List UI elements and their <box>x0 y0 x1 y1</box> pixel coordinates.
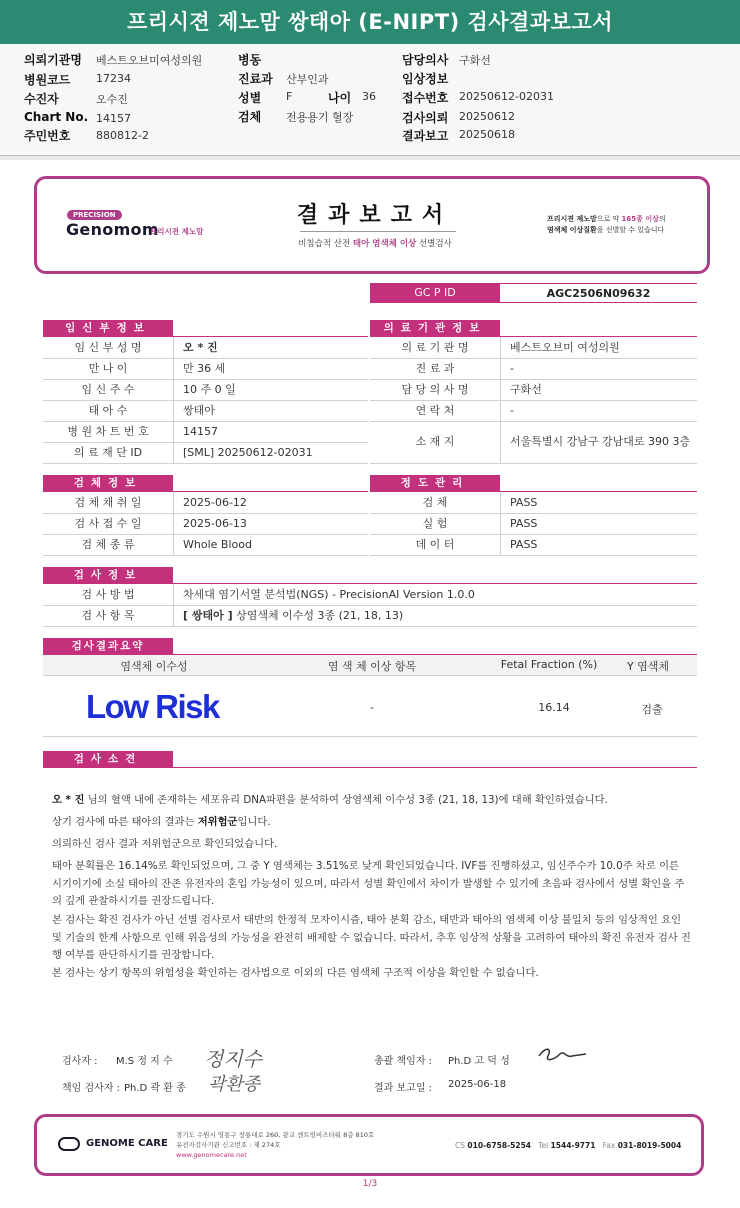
specimen-label: 검체 <box>238 110 262 124</box>
specimen-row-label: 검 체 채 취 일 <box>74 496 142 509</box>
specimen-row-label: 검 사 접 수 일 <box>74 517 142 530</box>
footer-contact: CS 010-6758-5254 Tel 1544-9771 Fax 031-8019-5004 <box>455 1141 682 1150</box>
institution-row-label: 담 당 의 사 명 <box>401 383 469 396</box>
findings-header: 검사소견 <box>43 751 173 768</box>
dept-value: 산부인과 <box>286 73 329 86</box>
row-divider <box>43 463 368 464</box>
institution-row-value: 서울특별시 강남구 강남대로 390 3층 <box>510 435 691 448</box>
dept-label: 진료과 <box>238 72 273 86</box>
request-label: 검사의뢰 <box>402 111 449 125</box>
specimen-row-label: 검 체 종 류 <box>81 538 135 551</box>
title-underline <box>300 231 456 232</box>
header-note: 프리시젼 제노맘으로 약 165종 이상의 염색체 이상질환을 선별할 수 있습니다 <box>547 215 666 234</box>
document-title: 프리시젼 제노맘 쌍태아 (E-NIPT) 검사결과보고서 <box>0 0 740 44</box>
collector-label: 수진자 <box>24 92 59 106</box>
report-date-label: 결과보고 <box>402 129 449 143</box>
page-divider <box>0 156 740 160</box>
findings-paragraph-5: 본 검사는 확진 검사가 아닌 선별 검사로서 태반의 한정적 모자이시즘, 태아 분획 감소, 태반과 태아의 염색체 이상 불일치 등의 임상적인 요인 및 기술의 한계 사항으로 인해 위음성의 가능성을 완전히 배제할 수 없습니다. 따라서, 추후 임상적 상황을 고려하여 태아의 확진 유전자 검사 진행 여부를 판단하시기를 권장합니다. <box>52 914 691 961</box>
page-number: 1/3 <box>362 1179 378 1189</box>
hospital-code-label: 병원코드 <box>24 73 71 87</box>
pregnant-row-value: 10 주 0 일 <box>183 383 236 396</box>
genome-care-logo: GENOME CARE <box>86 1138 168 1149</box>
institution-row-value: - <box>510 404 514 417</box>
tester-label: 검사자 : <box>62 1056 98 1067</box>
summary-col-aneuploidy: 염색체 이수성 <box>120 660 188 673</box>
pregnant-row-value: 오 * 진 <box>183 341 218 354</box>
summary-col-abnormal: 염 색 체 이상 항목 <box>327 660 417 673</box>
low-risk-result: Low Risk <box>86 688 219 725</box>
genome-care-logo-icon <box>58 1137 80 1151</box>
gcpid-label: GC P ID <box>370 283 500 303</box>
pregnant-row-value: 만 36 세 <box>183 362 226 375</box>
summary-col-fetal-fraction: Fetal Fraction (%) <box>500 658 598 671</box>
specimen-value: 전용용기 혈장 <box>286 111 354 124</box>
responsible-label: 책임 검사자 : <box>62 1083 121 1094</box>
row-divider <box>370 555 697 556</box>
report-date-label-bottom: 결과 보고일 : <box>374 1083 433 1094</box>
pregnant-row-label: 임 신 주 수 <box>81 383 135 396</box>
precision-badge: PRECISION <box>67 210 122 220</box>
genomom-logo-sub: 프리시젼 제노맘 <box>150 227 204 236</box>
chart-label: Chart No. <box>24 110 89 124</box>
institution-row-label: 진 료 과 <box>415 362 455 375</box>
clinical-label: 임상정보 <box>402 72 449 86</box>
pregnant-info-header: 임신부정보 <box>43 320 173 337</box>
findings-paragraph-4: 태아 분획률은 16.14%로 확인되었으며, 그 중 Y 염색체는 3.51%로 낮게 확인되었습니다. IVF를 진행하셨고, 임신주수가 10.0주 차로 이른 시기이기에 소실 태아의 잔존 유전자의 혼입 가능성이 있으며, 따라서 성별 확인에서 차이가 발생할 수 있기에 초음파 검사에서 성별 확인을 주의 깊게 관찰하시기를 권장드립니다. <box>52 860 685 907</box>
report-subtitle: 비침습적 산전 태아 염색체 이상 선별검사 <box>298 239 452 249</box>
receipt-label: 접수번호 <box>402 91 449 105</box>
summary-header: 검사결과요약 <box>43 638 173 655</box>
test-items-label: 검 사 항 목 <box>81 609 135 622</box>
doctor-label: 담당의사 <box>402 53 449 67</box>
qc-row-value: PASS <box>510 517 538 530</box>
fetal-fraction-value: 16.14 <box>538 701 570 714</box>
column-divider <box>173 337 174 463</box>
column-divider <box>500 492 501 555</box>
pregnant-row-value: 쌍태아 <box>183 404 215 417</box>
genomom-logo: Genomom <box>66 220 159 239</box>
institution-label: 의뢰기관명 <box>24 53 82 67</box>
responsible-name: Ph.D 곽 환 종 <box>124 1083 186 1094</box>
pregnant-row-value: 14157 <box>183 425 218 438</box>
report-date-value: 20250618 <box>459 128 515 141</box>
findings-paragraph-2: 상기 검사에 따른 태아의 결과는 저위험군입니다. <box>52 816 271 828</box>
column-divider <box>173 584 174 626</box>
qc-row-label: 검 체 <box>422 496 448 509</box>
institution-row-value: 구화선 <box>510 383 542 396</box>
resident-label: 주민번호 <box>24 129 71 143</box>
request-value: 20250612 <box>459 110 515 123</box>
collector-value: 오수진 <box>96 93 128 106</box>
doctor-value: 구화선 <box>459 54 491 67</box>
specimen-row-value: Whole Blood <box>183 538 252 551</box>
institution-info-header: 의료기관정보 <box>370 320 500 337</box>
row-divider <box>43 736 697 737</box>
abnormal-items-value: - <box>370 701 374 714</box>
findings-paragraph-6: 본 검사는 상기 항목의 위험성을 확인하는 검사법으로 이외의 다른 염색체 구조적 이상을 확인할 수 없습니다. <box>52 967 539 979</box>
qc-row-value: PASS <box>510 496 538 509</box>
row-divider <box>43 626 697 627</box>
chief-signature-mark <box>536 1044 588 1066</box>
test-info-header: 검사정보 <box>43 567 173 584</box>
sex-label: 성별 <box>238 91 262 105</box>
institution-row-label: 의 료 기 관 명 <box>401 341 469 354</box>
row-divider <box>370 463 697 464</box>
report-title: 결과보고서 <box>296 203 454 228</box>
chief-name: Ph.D 고 덕 성 <box>448 1056 510 1067</box>
summary-col-y: Y 염색체 <box>626 660 670 673</box>
test-method-label: 검 사 방 법 <box>81 588 135 601</box>
age-label: 나이 <box>328 91 352 105</box>
specimen-row-value: 2025-06-12 <box>183 496 247 509</box>
institution-row-label: 소 재 지 <box>415 435 455 448</box>
findings-paragraph-1: 오 * 진 님의 혈액 내에 존재하는 세포유리 DNA파편을 분석하여 상염색체 이수성 3종 (21, 18, 13)에 대해 확인하였습니다. <box>52 794 608 806</box>
tester-signature: 정지수 <box>204 1047 262 1071</box>
institution-row-value: 베스트오브미 여성의원 <box>510 341 620 354</box>
qc-row-label: 실 험 <box>422 517 448 530</box>
pregnant-row-label: 태 아 수 <box>88 404 128 417</box>
row-divider <box>43 555 368 556</box>
patient-info-panel <box>0 44 740 156</box>
chart-value: 14157 <box>96 112 131 125</box>
pregnant-row-label: 만 나 이 <box>88 362 128 375</box>
specimen-row-value: 2025-06-13 <box>183 517 247 530</box>
chief-label: 총괄 책임자 : <box>374 1056 433 1067</box>
pregnant-row-label: 병 원 차 트 번 호 <box>67 425 149 438</box>
gcpid-value: AGC2506N09632 <box>500 283 697 303</box>
column-divider <box>500 337 501 463</box>
findings-header-line <box>173 767 697 768</box>
column-divider <box>173 492 174 555</box>
institution-row-label: 연 락 처 <box>415 404 455 417</box>
receipt-value: 20250612-02031 <box>459 90 554 103</box>
qc-row-value: PASS <box>510 538 538 551</box>
row-divider <box>370 421 697 422</box>
y-chromosome-value: 검출 <box>641 703 663 716</box>
tester-name: M.S 정 지 수 <box>116 1056 173 1067</box>
responsible-signature: 곽환종 <box>208 1074 261 1095</box>
footer-address: 경기도 수원시 영통구 창룡대로 260, 광교 센트럴비즈타워 8층 810호 유전자검사기관 신고번호 : 제 274호 www.genomecare.net <box>176 1131 375 1159</box>
ward-label: 병동 <box>238 53 262 67</box>
pregnant-row-label: 임 신 부 성 명 <box>74 341 142 354</box>
findings-paragraph-3: 의뢰하신 검사 결과 저위험군으로 확인되었습니다. <box>52 838 278 850</box>
report-date-bottom: 2025-06-18 <box>448 1079 507 1090</box>
qc-row-label: 데 이 터 <box>415 538 455 551</box>
resident-value: 880812-2 <box>96 129 149 142</box>
hospital-code-value: 17234 <box>96 72 131 85</box>
specimen-info-header: 검체정보 <box>43 475 173 492</box>
institution-value: 베스트오브미여성의원 <box>96 54 203 67</box>
institution-row-value: - <box>510 362 514 375</box>
test-method-value: 차세대 염기서열 분석법(NGS) - PrecisionAI Version 1.0.0 <box>183 588 475 601</box>
qc-header: 정도관리 <box>370 475 500 492</box>
pregnant-row-value: [SML] 20250612-02031 <box>183 446 313 459</box>
test-items-value: [ 쌍태아 ] 상염색체 이수성 3종 (21, 18, 13) <box>183 609 404 622</box>
sex-value: F <box>286 90 293 103</box>
pregnant-row-label: 의 료 재 단 ID <box>73 446 143 459</box>
age-value: 36 <box>362 90 376 103</box>
footer-url[interactable]: www.genomecare.net <box>176 1151 247 1159</box>
